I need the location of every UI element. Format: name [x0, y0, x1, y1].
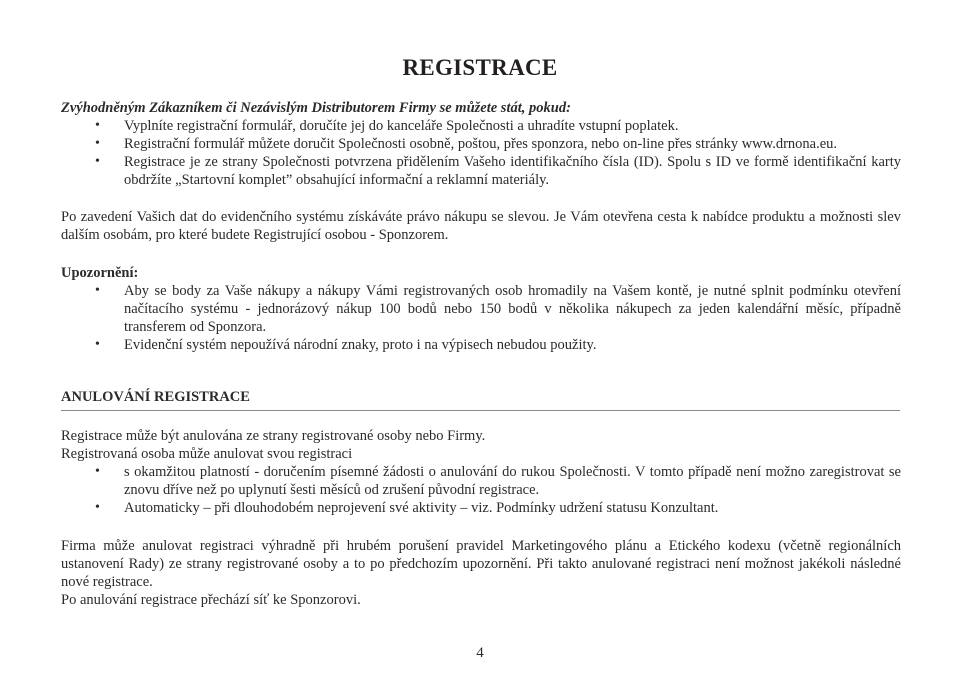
notice-list — [61, 282, 901, 354]
list-item-text: Registrace je ze strany Společnosti potvrzena přidělením Vašeho identifikačního čísla (ID). Spolu s ID ve formě identifikační karty obdržíte „Startovní komplet” obsahující informační a reklamní materiály. — [124, 154, 901, 188]
bullet-icon: • — [95, 154, 100, 169]
list-item — [61, 463, 901, 499]
list-item — [61, 336, 901, 354]
cancel-line-1: Registrace může být anulována ze strany registrované osoby nebo Firmy. — [61, 428, 486, 444]
list-item — [61, 153, 901, 189]
cancellation-section — [61, 427, 901, 517]
list-item — [61, 499, 901, 517]
notice-heading: Upozornění: — [61, 265, 139, 281]
bullet-icon: • — [95, 464, 100, 479]
intro-heading: Zvýhodněným Zákazníkem či Nezávislým Distributorem Firmy se můžete stát, pokud: — [61, 100, 571, 116]
list-item-text: Registrační formulář můžete doručit Společnosti osobně, poštou, přes sponzora, nebo on-line přes stránky www.drnona.eu. — [124, 136, 838, 152]
intro-list — [61, 117, 901, 189]
list-item — [61, 117, 901, 135]
discount-paragraph: Po zavedení Vašich dat do evidenčního systému získáváte právo nákupu se slevou. Je Vám otevřena cesta k nabídce produktu a možnosti slev dalším osobám, pro které budete Registrující osobou - Sponzorem. — [61, 209, 901, 243]
bullet-icon: • — [95, 136, 100, 151]
list-item-text: s okamžitou platností - doručením písemné žádosti o anulování do rukou Společnosti. V tomto případě není možno zaregistrovat se znovu dříve než po uplynutí šesti měsíců od zrušení původní registrace. — [124, 464, 901, 498]
cancel-list — [61, 463, 901, 517]
list-item-text: Aby se body za Vaše nákupy a nákupy Vámi registrovaných osob hromadily na Vašem kontě, je nutné splnit podmínku otevření načítacího systému - jednorázový nákup 100 bodů nebo 150 bodů v několika nákupech za jeden kalendářní měsíc, případně transferem od Sponzora. — [124, 283, 901, 335]
bullet-icon: • — [95, 118, 100, 133]
bullet-icon: • — [95, 500, 100, 515]
intro-section — [61, 99, 901, 189]
page-title: REGISTRACE — [402, 55, 558, 80]
list-item-text: Vyplníte registrační formulář, doručíte jej do kanceláře Společnosti a uhradíte vstupní poplatek. — [124, 118, 679, 134]
notice-section — [61, 264, 901, 354]
list-item — [61, 282, 901, 336]
section-heading-cancellation: ANULOVÁNÍ REGISTRACE — [61, 389, 250, 405]
page-number: 4 — [476, 645, 484, 661]
bullet-icon: • — [95, 337, 100, 352]
list-item-text: Evidenční systém nepoužívá národní znaky, proto i na výpisech nebudou použity. — [124, 337, 597, 353]
list-item — [61, 135, 901, 153]
list-item-text: Automaticky – při dlouhodobém neprojevení své aktivity – viz. Podmínky udržení statusu Konzultant. — [124, 500, 719, 516]
closing-line: Po anulování registrace přechází síť ke Sponzorovi. — [61, 592, 361, 608]
bullet-icon: • — [95, 283, 100, 298]
section-divider — [61, 410, 900, 411]
cancel-line-2: Registrovaná osoba může anulovat svou registraci — [61, 446, 353, 462]
firm-paragraph: Firma může anulovat registraci výhradně při hrubém porušení pravidel Marketingového plánu a Etického kodexu (včetně regionálních ustanovení Rady) ze strany registrované osoby a to po předchozím upozornění. Při takto anulované registraci není možnost jakékoli následné nové registrace. — [61, 538, 901, 590]
